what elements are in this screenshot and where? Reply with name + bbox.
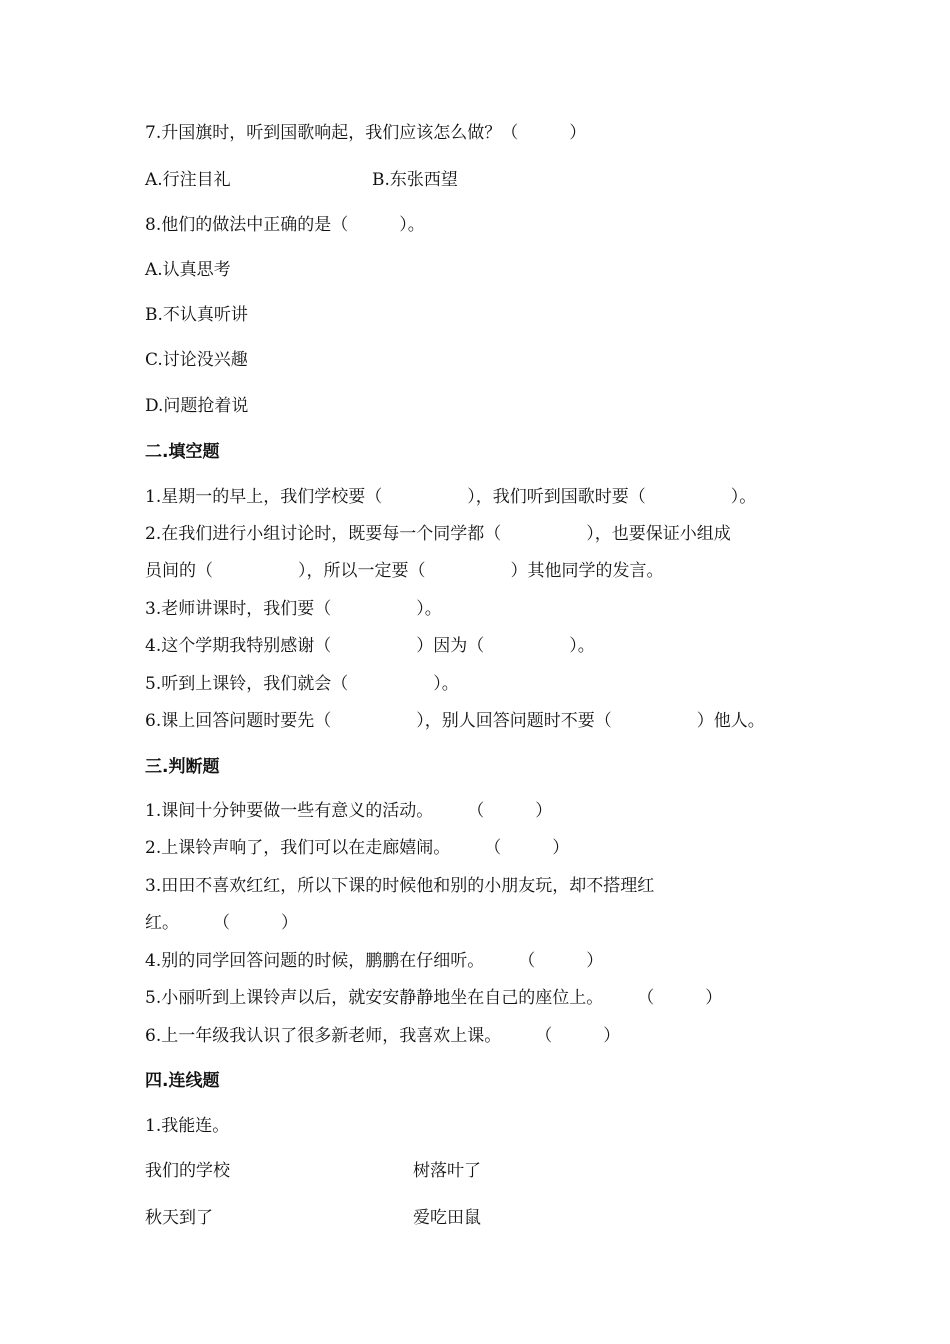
true-false-line: 4.别的同学回答问题的时候，鹏鹏在仔细听。 （ ） — [145, 951, 604, 971]
question-7-option-b: B.东张西望 — [372, 170, 458, 190]
section-heading: 四.连线题 — [145, 1071, 220, 1091]
question-8-option: A.认真思考 — [145, 260, 231, 280]
true-false-line: 6.上一年级我认识了很多新老师，我喜欢上课。 （ ） — [145, 1026, 621, 1046]
fill-in-line: 员间的（ ），所以一定要（ ）其他同学的发言。 — [145, 561, 664, 581]
question-8-option: D.问题抢着说 — [145, 396, 249, 416]
true-false-line: 3.田田不喜欢红红，所以下课的时候他和别的小朋友玩，却不搭理红 — [145, 876, 655, 896]
question-7-text: 7.升国旗时，听到国歌响起，我们应该怎么做？（ ） — [145, 123, 587, 143]
matching-left-item: 我们的学校 — [145, 1161, 230, 1181]
fill-in-line: 5.听到上课铃，我们就会（ ）。 — [145, 674, 459, 694]
fill-in-line: 3.老师讲课时，我们要（ ）。 — [145, 599, 442, 619]
fill-in-line: 1.星期一的早上，我们学校要（ ），我们听到国歌时要（ ）。 — [145, 487, 757, 507]
matching-left-item: 秋天到了 — [145, 1208, 213, 1228]
true-false-line: 红。 （ ） — [145, 913, 298, 933]
section-heading: 三.判断题 — [145, 757, 220, 777]
question-8-text: 8.他们的做法中正确的是（ ）。 — [145, 215, 425, 235]
question-7-option-a: A.行注目礼 — [145, 170, 231, 190]
question-8-option: B.不认真听讲 — [145, 305, 248, 325]
true-false-line: 5.小丽听到上课铃声以后，就安安静静地坐在自己的座位上。 （ ） — [145, 988, 723, 1008]
section-heading: 二.填空题 — [145, 442, 220, 462]
matching-right-item: 爱吃田鼠 — [413, 1208, 481, 1228]
fill-in-line: 4.这个学期我特别感谢（ ）因为（ ）。 — [145, 636, 595, 656]
fill-in-line: 2.在我们进行小组讨论时，既要每一个同学都（ ），也要保证小组成 — [145, 524, 731, 544]
question-8-option: C.讨论没兴趣 — [145, 350, 248, 370]
fill-in-line: 6.课上回答问题时要先（ ），别人回答问题时不要（ ）他人。 — [145, 711, 765, 731]
matching-question-1: 1.我能连。 — [145, 1116, 230, 1136]
true-false-line: 1.课间十分钟要做一些有意义的活动。 （ ） — [145, 801, 553, 821]
true-false-line: 2.上课铃声响了，我们可以在走廊嬉闹。 （ ） — [145, 838, 570, 858]
matching-right-item: 树落叶了 — [413, 1161, 481, 1181]
